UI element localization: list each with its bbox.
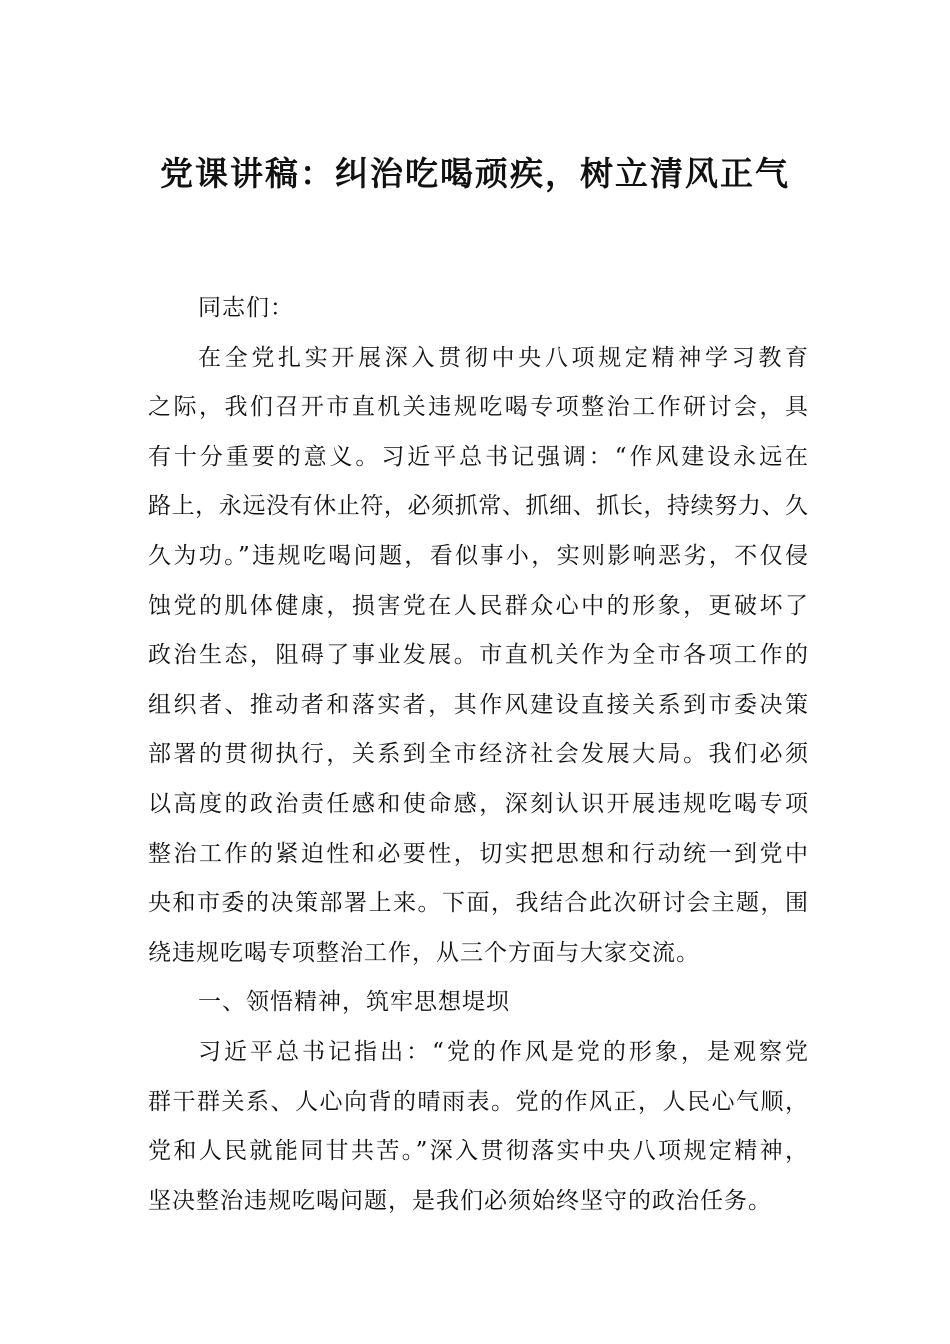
section-heading: 一、领悟精神，筑牢思想堤坝 (198, 989, 510, 1016)
paragraph-line: 整治工作的紧迫性和必要性，切实把思想和行动统一到党中 (148, 840, 808, 867)
document-body (148, 284, 808, 1226)
salutation: 同志们： (198, 295, 294, 321)
paragraph-line: 蚀党的肌体健康，损害党在人民群众心中的形象，更破坏了 (148, 592, 808, 619)
paragraph-line: 路上，永远没有休止符，必须抓常、抓细、抓长，持续努力、久 (148, 493, 808, 520)
paragraph-line: 组织者、推动者和落实者，其作风建设直接关系到市委决策 (148, 691, 808, 718)
document-title: 党课讲稿：纠治吃喝顽疾，树立清风正气 (160, 154, 790, 193)
paragraph-line: 习近平总书记指出：“党的作风是党的形象，是观察党 (198, 1038, 808, 1065)
paragraph-line: 绕违规吃喝专项整治工作，从三个方面与大家交流。 (148, 939, 700, 966)
paragraph-line: 群干群关系、人心向背的晴雨表。党的作风正，人民心气顺， (148, 1088, 808, 1115)
paragraph-line: 央和市委的决策部署上来。下面，我结合此次研讨会主题，围 (148, 890, 808, 917)
paragraph-line: 部署的贯彻执行，关系到全市经济社会发展大局。我们必须 (148, 741, 808, 768)
paragraph-line: 坚决整治违规吃喝问题，是我们必须始终坚守的政治任务。 (148, 1187, 772, 1214)
paragraph-line: 有十分重要的意义。习近平总书记强调：“作风建设永远在 (148, 443, 808, 470)
paragraph-line: 之际，我们召开市直机关违规吃喝专项整治工作研讨会，具 (148, 394, 808, 421)
paragraph-line: 党和人民就能同甘共苦。”深入贯彻落实中央八项规定精神， (148, 1138, 808, 1165)
paragraph-line: 在全党扎实开展深入贯彻中央八项规定精神学习教育 (198, 344, 808, 371)
paragraph-line: 以高度的政治责任感和使命感，深刻认识开展违规吃喝专项 (148, 790, 808, 817)
paragraph-line: 政治生态，阻碍了事业发展。市直机关作为全市各项工作的 (148, 642, 808, 669)
paragraph-line: 久为功。”违规吃喝问题，看似事小，实则影响恶劣，不仅侵 (148, 542, 808, 569)
